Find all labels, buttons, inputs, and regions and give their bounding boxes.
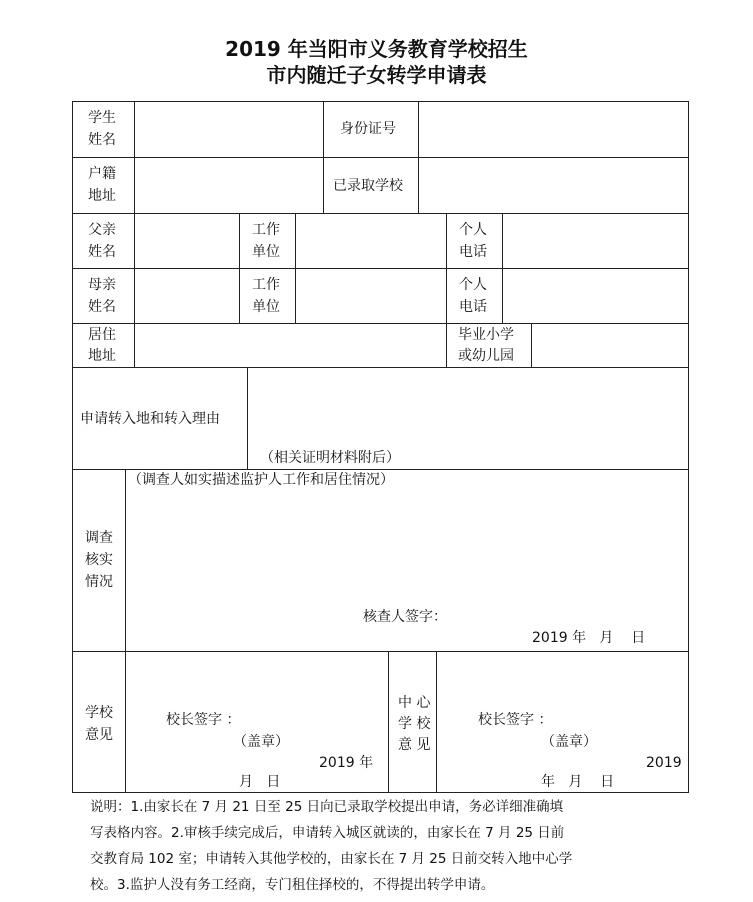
id-number-field[interactable] <box>419 102 688 157</box>
father-work-field[interactable] <box>296 214 446 268</box>
student-name-label-1: 学生 <box>88 110 116 126</box>
mother-work-field[interactable] <box>296 269 446 323</box>
page-title-line-1: 2019 年当阳市义务教育学校招生 <box>225 37 528 61</box>
investigation-label-1: 调查 <box>85 530 113 546</box>
note-line-1: 说明：1.由家长在 7 月 21 日至 25 日向已录取学校提出申请，务必详细准确填 <box>90 799 564 815</box>
center-school-opinion-label-3: 意 见 <box>398 737 431 753</box>
father-phone-label-1: 个人 <box>459 222 487 238</box>
father-name-label-1: 父亲 <box>88 222 116 238</box>
id-number-label: 身份证号 <box>340 121 396 137</box>
admitted-school-label: 已录取学校 <box>333 178 403 194</box>
residence-address-label-2: 地址 <box>88 348 116 364</box>
father-phone-field[interactable] <box>503 214 688 268</box>
father-phone-label-2: 电话 <box>459 244 487 260</box>
school-year: 2019 年 <box>319 755 374 771</box>
center-year: 2019 <box>646 755 682 771</box>
center-seal: （盖章） <box>541 734 597 750</box>
row-line-7 <box>72 651 689 652</box>
graduated-school-label-2: 或幼儿园 <box>458 348 514 364</box>
transfer-reason-label: 申请转入地和转入理由 <box>80 411 220 427</box>
graduated-school-field[interactable] <box>532 324 688 367</box>
student-name-field[interactable] <box>135 102 323 157</box>
mother-name-label-2: 姓名 <box>88 299 116 315</box>
father-work-label-2: 单位 <box>252 244 280 260</box>
mother-phone-label-1: 个人 <box>459 277 487 293</box>
note-line-4: 校。3.监护人没有务工经商，专门租住择校的，不得提出转学申请。 <box>90 877 495 893</box>
col-line-id-label <box>323 101 324 213</box>
col-line-phone-label <box>446 213 447 367</box>
household-address-field[interactable] <box>135 158 323 213</box>
investigation-label-3: 情况 <box>85 574 113 590</box>
school-month-day: 月 日 <box>239 774 281 790</box>
center-month-day: 年 月 日 <box>541 774 615 790</box>
investigation-field[interactable] <box>126 492 688 602</box>
mother-name-field[interactable] <box>135 269 239 323</box>
attachment-note: （相关证明材料附后） <box>260 450 400 466</box>
note-line-2: 写表格内容。2.审核手续完成后，申请转入城区就读的，由家长在 7 月 25 日前 <box>90 825 565 841</box>
transfer-reason-field[interactable] <box>248 368 688 450</box>
center-school-opinion-label-1: 中 心 <box>398 695 431 711</box>
admitted-school-field[interactable] <box>419 158 688 213</box>
checker-date: 2019 年 月 日 <box>532 630 646 646</box>
col-line-center-label-left <box>388 651 389 792</box>
mother-work-label-1: 工作 <box>252 277 280 293</box>
table-border-right <box>688 101 689 793</box>
mother-phone-label-2: 电话 <box>459 299 487 315</box>
student-name-label-2: 姓名 <box>88 132 116 148</box>
col-line-center-label-right <box>436 651 437 792</box>
instructions-note <box>90 794 680 898</box>
school-opinion-label-2: 意见 <box>85 727 113 743</box>
school-opinion-label-1: 学校 <box>85 705 113 721</box>
center-school-opinion-label-2: 学 校 <box>398 716 431 732</box>
household-address-label-1: 户籍 <box>88 166 116 182</box>
note-line-3: 交教育局 102 室；申请转入其他学校的，由家长在 7 月 25 日前交转入地中心学 <box>90 851 573 867</box>
table-border-left <box>72 101 73 793</box>
father-name-label-2: 姓名 <box>88 244 116 260</box>
household-address-label-2: 地址 <box>88 188 116 204</box>
center-principal-signature: 校长签字 ： <box>478 712 553 728</box>
investigation-hint: （调查人如实描述监护人工作和居住情况） <box>128 472 394 488</box>
mother-work-label-2: 单位 <box>252 299 280 315</box>
col-line-work-label <box>239 213 240 323</box>
graduated-school-label-1: 毕业小学 <box>458 327 514 343</box>
mother-name-label-1: 母亲 <box>88 277 116 293</box>
residence-address-label-1: 居住 <box>88 327 116 343</box>
investigation-label-2: 核实 <box>85 552 113 568</box>
school-principal-signature: 校长签字 ： <box>166 712 241 728</box>
father-work-label-1: 工作 <box>252 222 280 238</box>
checker-signature-label: 核查人签字： <box>363 609 447 625</box>
school-seal: （盖章） <box>233 734 289 750</box>
mother-phone-field[interactable] <box>503 269 688 323</box>
residence-address-field[interactable] <box>135 324 446 367</box>
father-name-field[interactable] <box>135 214 239 268</box>
page-title-line-2: 市内随迁子女转学申请表 <box>266 63 487 87</box>
